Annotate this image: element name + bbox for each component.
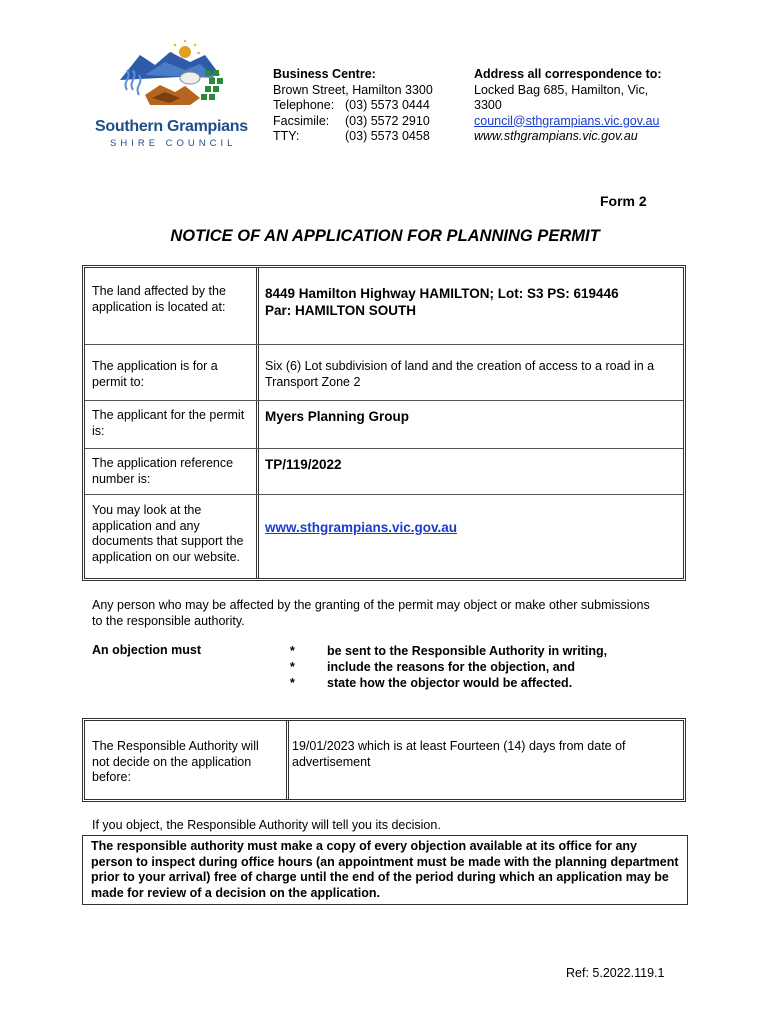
decision-date-table (82, 718, 686, 802)
inspection-notice-box: The responsible authority must make a copy of every objection available at its office for any person to inspect during office hours (an appointment must be made with the planning department prior to your arrival) free of charge until the end of the period during which an application may be made for review of a decision on the application. (82, 835, 688, 905)
application-details-table (82, 265, 686, 581)
land-value-line2: Par: HAMILTON SOUTH (265, 303, 417, 318)
form-number: Form 2 (600, 193, 647, 209)
decision-note: If you object, the Responsible Authority will tell you its decision. (92, 818, 441, 832)
application-website-link[interactable]: www.sthgrampians.vic.gov.au (265, 520, 458, 535)
objection-item-text: be sent to the Responsible Authority in writing, (327, 644, 608, 658)
permit-value: Six (6) Lot subdivision of land and the creation of access to a road in a Transport Zone 2 (265, 359, 655, 389)
objection-intro: Any person who may be affected by the granting of the permit may object or make other submissions to the responsible authority. (92, 598, 650, 628)
land-label: The land affected by the application is located at: (92, 284, 226, 314)
facsimile-label: Facsimile: (273, 113, 330, 128)
logo-subtitle: SHIRE COUNCIL (110, 138, 237, 149)
website-label: You may look at the application and any documents that support the application on our website. (92, 503, 244, 564)
applicant-value: Myers Planning Group (265, 409, 410, 424)
bullet-star: * (290, 660, 295, 674)
bullet-star: * (290, 644, 295, 658)
council-website-text: www.sthgrampians.vic.gov.au (474, 129, 638, 143)
reference-row (85, 448, 683, 495)
objection-requirements (290, 643, 607, 691)
correspondence-line2: 3300 (474, 98, 502, 112)
council-logo (90, 40, 260, 160)
land-value-line1: 8449 Hamilton Highway HAMILTON; Lot: S3 PS: 619446 (265, 286, 619, 301)
objection-item-text: state how the objector would be affected. (327, 676, 573, 690)
business-centre (273, 67, 433, 145)
facsimile-row (273, 114, 433, 130)
correspondence-line1: Locked Bag 685, Hamilton, Vic, (474, 82, 649, 97)
permit-label: The application is for a permit to: (92, 359, 218, 389)
business-centre-address: Brown Street, Hamilton 3300 (273, 82, 433, 97)
objection-item-text: include the reasons for the objection, and (327, 660, 575, 674)
land-value (265, 285, 675, 319)
correspondence-address (474, 67, 662, 145)
table-divider (286, 721, 289, 799)
applicant-label: The applicant for the permit is: (92, 408, 245, 438)
objection-item (290, 643, 607, 659)
applicant-row (85, 400, 683, 449)
website-row (85, 494, 683, 578)
telephone-label: Telephone: (273, 98, 335, 112)
grampians-emblem-icon (90, 40, 260, 120)
objection-item (290, 659, 607, 675)
tty-number: (03) 5573 0458 (345, 129, 430, 143)
decision-value: 19/01/2023 which is at least Fourteen (14) days from date of advertisement (292, 739, 626, 769)
council-email-link[interactable]: council@sthgrampians.vic.gov.au (474, 113, 660, 128)
telephone-row (273, 98, 433, 114)
objection-label: An objection must (92, 643, 202, 657)
permit-row (85, 344, 683, 401)
land-row (85, 268, 683, 345)
document-reference: Ref: 5.2022.119.1 (566, 966, 665, 980)
bullet-star: * (290, 676, 295, 690)
tty-label: TTY: (273, 129, 300, 143)
objection-item (290, 675, 607, 691)
decision-label: The Responsible Authority will not decide on the application before: (92, 739, 259, 784)
correspondence-heading: Address all correspondence to: (474, 67, 662, 81)
business-centre-heading: Business Centre: (273, 67, 376, 81)
telephone-number: (03) 5573 0444 (345, 98, 430, 112)
reference-value: TP/119/2022 (265, 457, 342, 472)
reference-label: The application reference number is: (92, 456, 234, 486)
facsimile-number: (03) 5572 2910 (345, 113, 430, 128)
tty-row (273, 129, 433, 145)
page-title: NOTICE OF AN APPLICATION FOR PLANNING PERMIT (170, 227, 600, 245)
logo-name: Southern Grampians (95, 118, 248, 135)
